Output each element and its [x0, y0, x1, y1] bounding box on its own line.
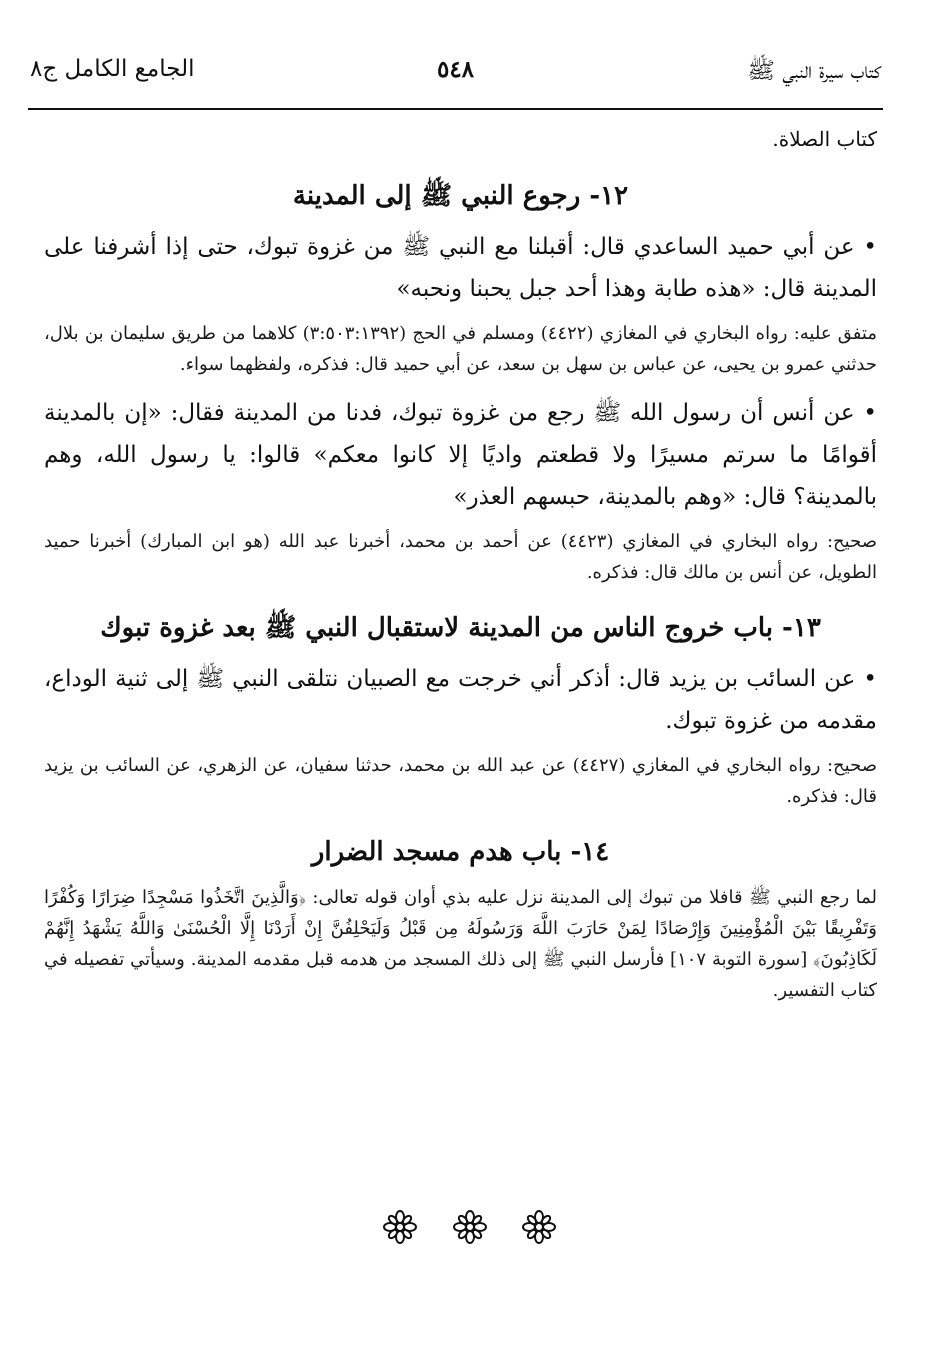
hadith-takhrij: صحيح: رواه البخاري في المغازي (٤٤٢٧) عن عبد الله بن محمد، حدثنا سفيان، عن الزهري، عن السائب بن يزيد قال: فذكره.	[44, 755, 878, 807]
flower-ornament-icon	[522, 1210, 556, 1244]
section-heading: ١٤- باب هدم مسجد الضرار	[311, 837, 610, 867]
flower-ornament-icon	[453, 1210, 487, 1244]
header-rule	[28, 108, 883, 110]
section-heading: ١٣- باب خروج الناس من المدينة لاستقبال النبي ﷺ بعد غزوة تبوك	[100, 613, 821, 643]
book-title: كتاب سيرة النبي ﷺ	[747, 58, 881, 84]
end-ornaments	[0, 1210, 939, 1244]
section-heading: ١٢- رجوع النبي ﷺ إلى المدينة	[292, 181, 629, 211]
continuation-line: كتاب الصلاة.	[772, 127, 877, 151]
page-number: ٥٤٨	[436, 56, 475, 83]
hadith-text: • عن أبي حميد الساعدي قال: أقبلنا مع النبي ﷺ من غزوة تبوك، حتى إذا أشرفنا على المدينة قال: «هذه طابة وهذا أحد جبل يحبنا ونحبه»	[44, 234, 877, 302]
hadith-takhrij: متفق عليه: رواه البخاري في المغازي (٤٤٢٢) ومسلم في الحج (٣:٥٠٣:١٣٩٢) كلاهما من طريق سليمان بن بلال، حدثني عمرو بن يحيى، عن عباس بن سهل بن سعد، عن أبي حميد قال: فذكره، ولفظهما سواء.	[44, 323, 877, 375]
hadith-text: • عن السائب بن يزيد قال: أذكر أني خرجت مع الصبيان نتلقى النبي ﷺ إلى ثنية الوداع، مقدمه من غزوة تبوك.	[44, 666, 877, 734]
page-content	[44, 122, 877, 1018]
flower-ornament-icon	[383, 1210, 417, 1244]
hadith-takhrij: صحيح: رواه البخاري في المغازي (٤٤٢٣) عن أحمد بن محمد، أخبرنا عبد الله (هو ابن المبارك) أخبرنا حميد الطويل، عن أنس بن مالك قال: فذكره.	[44, 531, 877, 583]
running-head	[30, 56, 881, 100]
hadith-text: • عن أنس أن رسول الله ﷺ رجع من غزوة تبوك، فدنا من المدينة فقال: «إن بالمدينة أقوامًا ما سرتم مسيرًا ولا قطعتم واديًا إلا كانوا معكم» قالوا: يا رسول الله، وهم بالمدينة؟ قال: «وهم بالمدينة، حبسهم العذر»	[44, 400, 877, 510]
section-commentary: لما رجع النبي ﷺ قافلا من تبوك إلى المدينة نزل عليه بذي أوان قوله تعالى: ﴿وَالَّذِينَ اتَّخَذُوا مَسْجِدًا ضِرَارًا وَكُفْرًا وَتَفْرِيقًا بَيْنَ الْمُؤْمِنِينَ وَإِرْصَادًا لِمَنْ حَارَبَ اللَّهَ وَرَسُولَهُ مِن قَبْلُ وَلَيَحْلِفُنَّ إِنْ أَرَدْنَا إِلَّا الْحُسْنَىٰ وَاللَّهُ يَشْهَدُ إِنَّهُمْ لَكَاذِبُونَ﴾ [سورة التوبة ١٠٧] فأرسل النبي ﷺ إلى ذلك المسجد من هدمه قبل مقدمه المدينة. وسيأتي تفصيله في كتاب التفسير.	[44, 887, 878, 1001]
volume-title: الجامع الكامل ج٨	[30, 56, 195, 82]
